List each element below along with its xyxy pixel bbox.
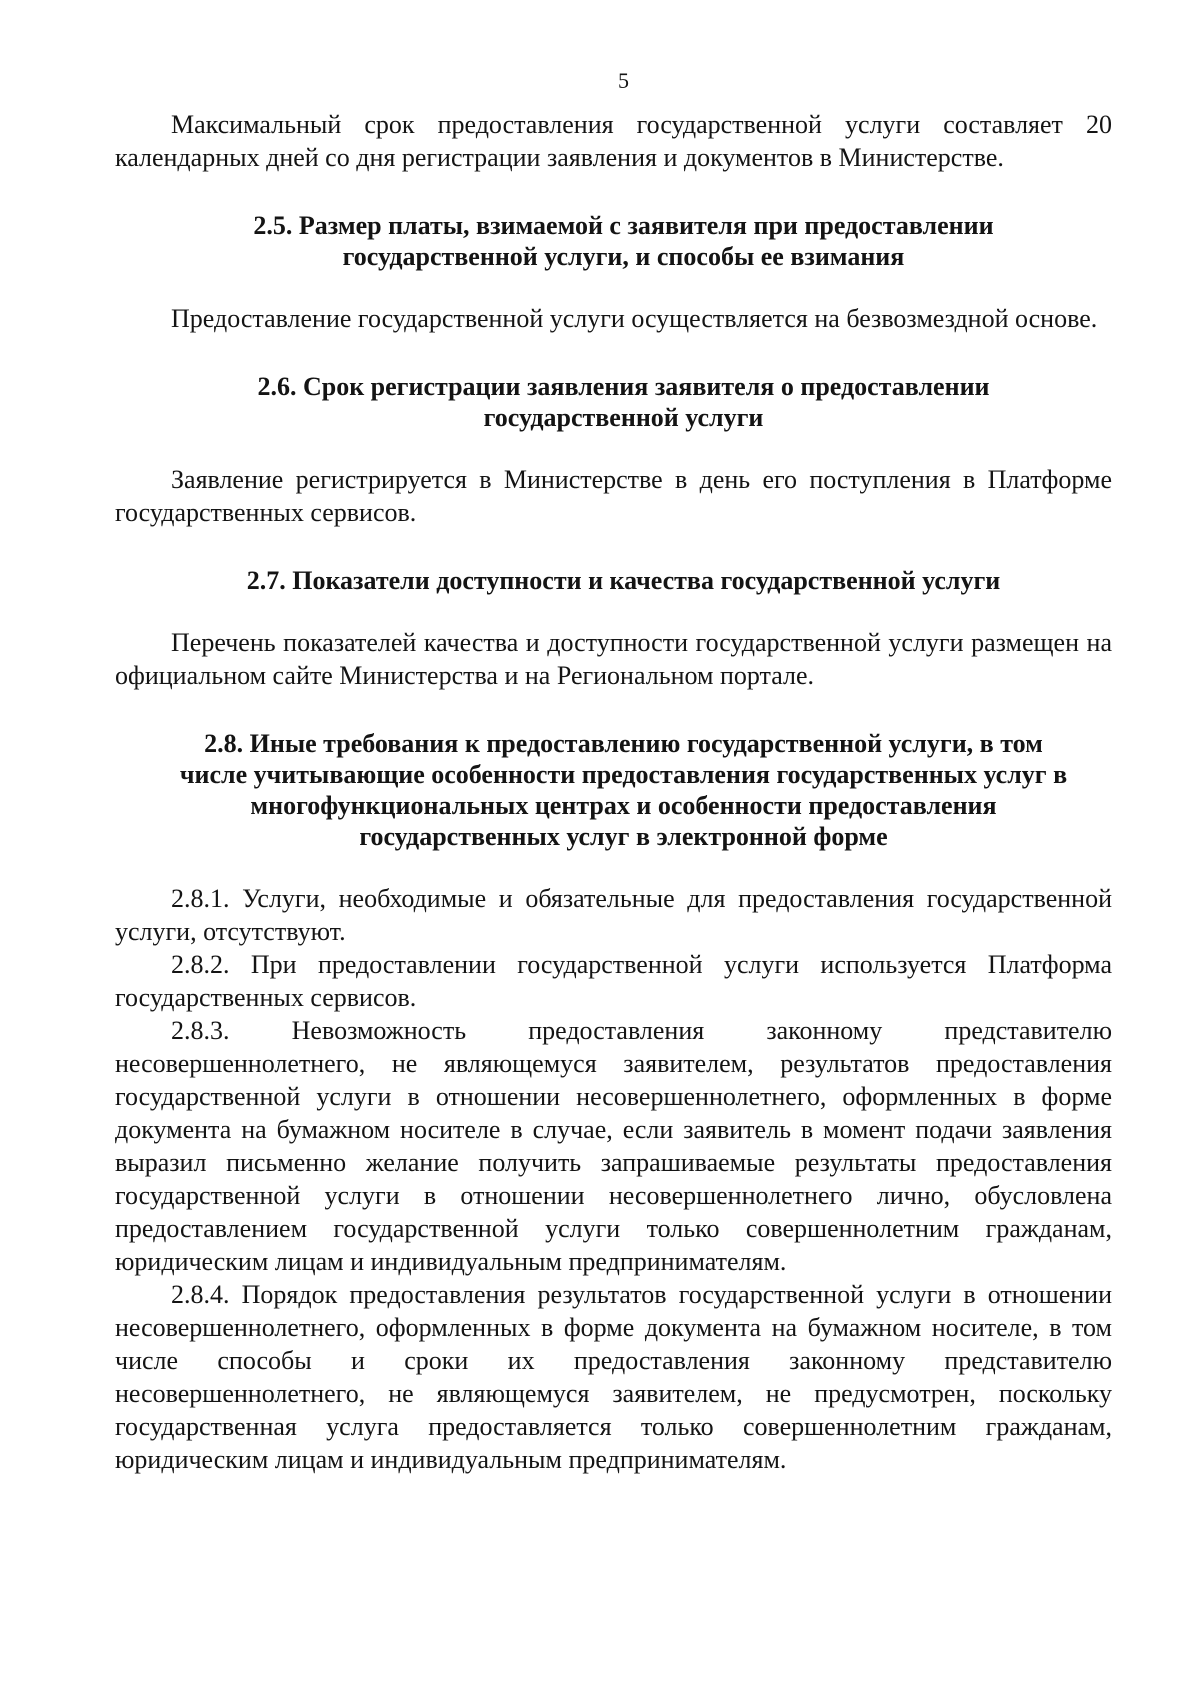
- page-number: 5: [618, 68, 629, 93]
- numbered-paragraph-2-8-4: 2.8.4. Порядок предоставления результатов государственной услуги в отношении несовершеннолетнего, оформленных в форме документа на бумажном носителе, в том числе способы и сроки их предоставления законному представителю несовершеннолетнего, не являющемуся заявителем, не предусмотрен, поскольку государственная услуга предоставляется только совершеннолетним гражданам, юридическим лицам и индивидуальным предпринимателям.: [115, 1280, 1112, 1474]
- heading-line: многофункциональных центрах и особенности предоставления: [250, 791, 997, 820]
- heading-line: 2.7. Показатели доступности и качества государственной услуги: [246, 566, 1001, 595]
- section-paragraph: Предоставление государственной услуги осуществляется на безвозмездной основе.: [171, 304, 1098, 333]
- heading-line: 2.8. Иные требования к предоставлению государственной услуги, в том: [204, 729, 1043, 758]
- numbered-paragraph-2-8-3: 2.8.3. Невозможность предоставления законному представителю несовершеннолетнего, не являющемуся заявителем, результатов предоставления государственной услуги в отношении несовершеннолетнего, оформленных в форме документа на бумажном носителе в случае, если заявитель в момент подачи заявления выразил письменно желание получить запрашиваемые результаты предоставления государственной услуги в отношении несовершеннолетнего лично, обусловлена предоставлением государственной услуги только совершеннолетним гражданам, юридическим лицам и индивидуальным предпринимателям.: [115, 1016, 1112, 1276]
- heading-line: государственной услуги: [483, 403, 764, 432]
- section-heading-2-8: [115, 728, 1112, 852]
- section-heading-2-7: [115, 565, 1112, 596]
- numbered-paragraph-2-8-2: 2.8.2. При предоставлении государственной услуги используется Платформа государственных сервисов.: [115, 950, 1112, 1012]
- numbered-paragraph-2-8-1: 2.8.1. Услуги, необходимые и обязательные для предоставления государственной услуги, отсутствуют.: [115, 884, 1112, 946]
- section-heading-2-5: [115, 210, 1112, 272]
- intro-paragraph: Максимальный срок предоставления государственной услуги составляет 20 календарных дней со дня регистрации заявления и документов в Министерстве.: [115, 110, 1112, 172]
- heading-line: 2.6. Срок регистрации заявления заявителя о предоставлении: [257, 372, 990, 401]
- section-paragraph: Перечень показателей качества и доступности государственной услуги размещен на официальном сайте Министерства и на Региональном портале.: [115, 628, 1112, 690]
- section-paragraph: Заявление регистрируется в Министерстве в день его поступления в Платформе государственных сервисов.: [115, 465, 1112, 527]
- section-2-8-items: [115, 882, 1112, 1476]
- heading-line: 2.5. Размер платы, взимаемой с заявителя при предоставлении: [253, 211, 994, 240]
- heading-line: государственной услуги, и способы ее взимания: [342, 242, 905, 271]
- section-heading-2-6: [115, 371, 1112, 433]
- heading-line: числе учитывающие особенности предоставления государственных услуг в: [179, 760, 1068, 789]
- heading-line: государственных услуг в электронной форме: [359, 822, 888, 851]
